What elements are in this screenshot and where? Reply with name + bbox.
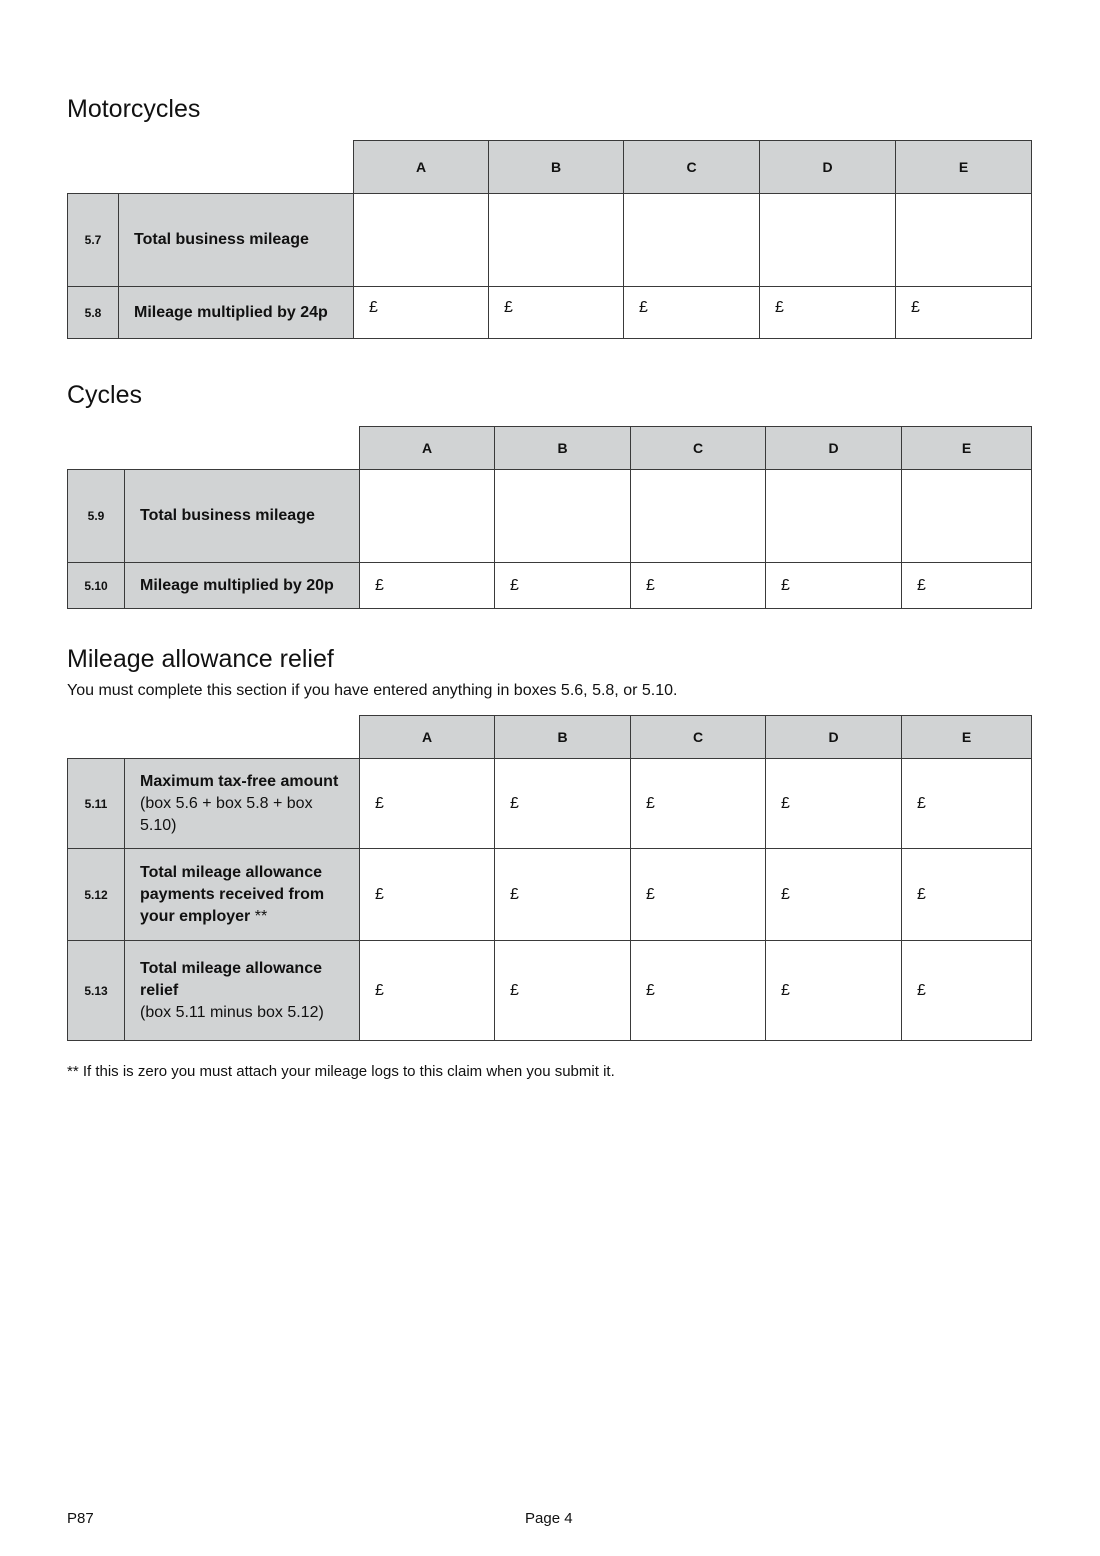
amount-field-5-8-c[interactable]: [624, 287, 760, 339]
pound-sign: £: [917, 885, 926, 903]
amount-field-5-10-c[interactable]: [631, 563, 766, 609]
column-header-e: E: [902, 716, 1032, 759]
amount-field-5-10-d[interactable]: [766, 563, 902, 609]
amount-field-5-11-e[interactable]: [902, 759, 1032, 849]
row-label: Mileage multiplied by 20p: [125, 563, 360, 609]
relief-table: [67, 715, 1032, 1041]
amount-field-5-10-a[interactable]: [360, 563, 495, 609]
row-label-detail: (box 5.11 minus box 5.12): [140, 1003, 324, 1021]
pound-sign: £: [781, 981, 790, 999]
column-header-a: A: [360, 716, 495, 759]
amount-field-5-13-b[interactable]: [495, 941, 631, 1041]
relief-instruction: You must complete this section if you have entered anything in boxes 5.6, 5.8, or 5.10.: [67, 682, 678, 699]
amount-field-5-11-a[interactable]: [360, 759, 495, 849]
cycles-table: [67, 426, 1032, 609]
entry-field-5-9-b[interactable]: [495, 470, 631, 563]
amount-field-5-11-c[interactable]: [631, 759, 766, 849]
box-number: 5.12: [68, 849, 125, 941]
column-header-b: B: [495, 427, 631, 470]
entry-field-5-7-d[interactable]: [760, 194, 896, 287]
row-label-main: Total mileage allowance payments received from your employer: [140, 863, 325, 925]
pound-sign: £: [639, 299, 648, 316]
column-header-c: C: [631, 716, 766, 759]
column-header-a: A: [360, 427, 495, 470]
amount-field-5-13-a[interactable]: [360, 941, 495, 1041]
pound-sign: £: [781, 576, 790, 594]
pound-sign: £: [917, 794, 926, 812]
amount-field-5-13-d[interactable]: [766, 941, 902, 1041]
amount-field-5-11-d[interactable]: [766, 759, 902, 849]
entry-field-5-9-e[interactable]: [902, 470, 1032, 563]
row-label: [125, 941, 360, 1041]
box-number: 5.11: [68, 759, 125, 849]
pound-sign: £: [510, 794, 519, 812]
motorcycles-table: [67, 140, 1032, 339]
table-row: [68, 941, 1032, 1041]
row-label: Total business mileage: [119, 194, 354, 287]
pound-sign: £: [917, 981, 926, 999]
amount-field-5-12-a[interactable]: [360, 849, 495, 941]
entry-field-5-9-c[interactable]: [631, 470, 766, 563]
pound-sign: £: [781, 794, 790, 812]
pound-sign: £: [510, 885, 519, 903]
entry-field-5-7-e[interactable]: [896, 194, 1032, 287]
amount-field-5-10-e[interactable]: [902, 563, 1032, 609]
box-number: 5.7: [68, 194, 119, 287]
pound-sign: £: [646, 885, 655, 903]
pound-sign: £: [375, 981, 384, 999]
form-code: P87: [67, 1510, 94, 1527]
pound-sign: £: [917, 576, 926, 594]
pound-sign: £: [375, 794, 384, 812]
amount-field-5-11-b[interactable]: [495, 759, 631, 849]
pound-sign: £: [646, 981, 655, 999]
entry-field-5-7-c[interactable]: [624, 194, 760, 287]
column-header-e: E: [902, 427, 1032, 470]
amount-field-5-8-e[interactable]: [896, 287, 1032, 339]
pound-sign: £: [911, 299, 920, 316]
column-header-d: D: [760, 141, 896, 194]
row-label-main: Maximum tax-free amount: [140, 772, 339, 790]
pound-sign: £: [510, 576, 519, 594]
relief-heading: Mileage allowance relief: [67, 645, 334, 673]
table-row: [68, 470, 1032, 563]
row-label: Mileage multiplied by 24p: [119, 287, 354, 339]
footnote: ** If this is zero you must attach your mileage logs to this claim when you submit it.: [67, 1063, 615, 1080]
amount-field-5-12-d[interactable]: [766, 849, 902, 941]
table-row: [68, 194, 1032, 287]
row-label: [125, 759, 360, 849]
amount-field-5-12-e[interactable]: [902, 849, 1032, 941]
row-label-detail: **: [254, 907, 268, 925]
column-header-b: B: [495, 716, 631, 759]
column-header-c: C: [631, 427, 766, 470]
pound-sign: £: [646, 794, 655, 812]
box-number: 5.8: [68, 287, 119, 339]
motorcycles-heading: Motorcycles: [67, 95, 201, 123]
column-header-d: D: [766, 427, 902, 470]
column-header-c: C: [624, 141, 760, 194]
row-label: Total business mileage: [125, 470, 360, 563]
entry-field-5-7-b[interactable]: [489, 194, 624, 287]
entry-field-5-9-d[interactable]: [766, 470, 902, 563]
pound-sign: £: [510, 981, 519, 999]
table-row: [68, 287, 1032, 339]
amount-field-5-12-b[interactable]: [495, 849, 631, 941]
entry-field-5-7-a[interactable]: [354, 194, 489, 287]
amount-field-5-8-b[interactable]: [489, 287, 624, 339]
cycles-heading: Cycles: [67, 381, 143, 409]
row-label-detail: (box 5.6 + box 5.8 + box 5.10): [140, 794, 313, 834]
entry-field-5-9-a[interactable]: [360, 470, 495, 563]
amount-field-5-8-d[interactable]: [760, 287, 896, 339]
column-header-d: D: [766, 716, 902, 759]
box-number: 5.10: [68, 563, 125, 609]
page-number: Page 4: [525, 1510, 573, 1527]
column-header-e: E: [896, 141, 1032, 194]
amount-field-5-8-a[interactable]: [354, 287, 489, 339]
pound-sign: £: [646, 576, 655, 594]
amount-field-5-13-e[interactable]: [902, 941, 1032, 1041]
amount-field-5-13-c[interactable]: [631, 941, 766, 1041]
table-row: [68, 849, 1032, 941]
column-header-b: B: [489, 141, 624, 194]
box-number: 5.13: [68, 941, 125, 1041]
amount-field-5-10-b[interactable]: [495, 563, 631, 609]
pound-sign: £: [504, 299, 513, 316]
pound-sign: £: [375, 885, 384, 903]
row-label-main: Total mileage allowance relief: [140, 959, 322, 999]
row-label: [125, 849, 360, 941]
pound-sign: £: [375, 576, 384, 594]
pound-sign: £: [369, 299, 378, 316]
table-row: [68, 759, 1032, 849]
column-header-a: A: [354, 141, 489, 194]
pound-sign: £: [775, 299, 784, 316]
box-number: 5.9: [68, 470, 125, 563]
amount-field-5-12-c[interactable]: [631, 849, 766, 941]
table-row: [68, 563, 1032, 609]
pound-sign: £: [781, 885, 790, 903]
